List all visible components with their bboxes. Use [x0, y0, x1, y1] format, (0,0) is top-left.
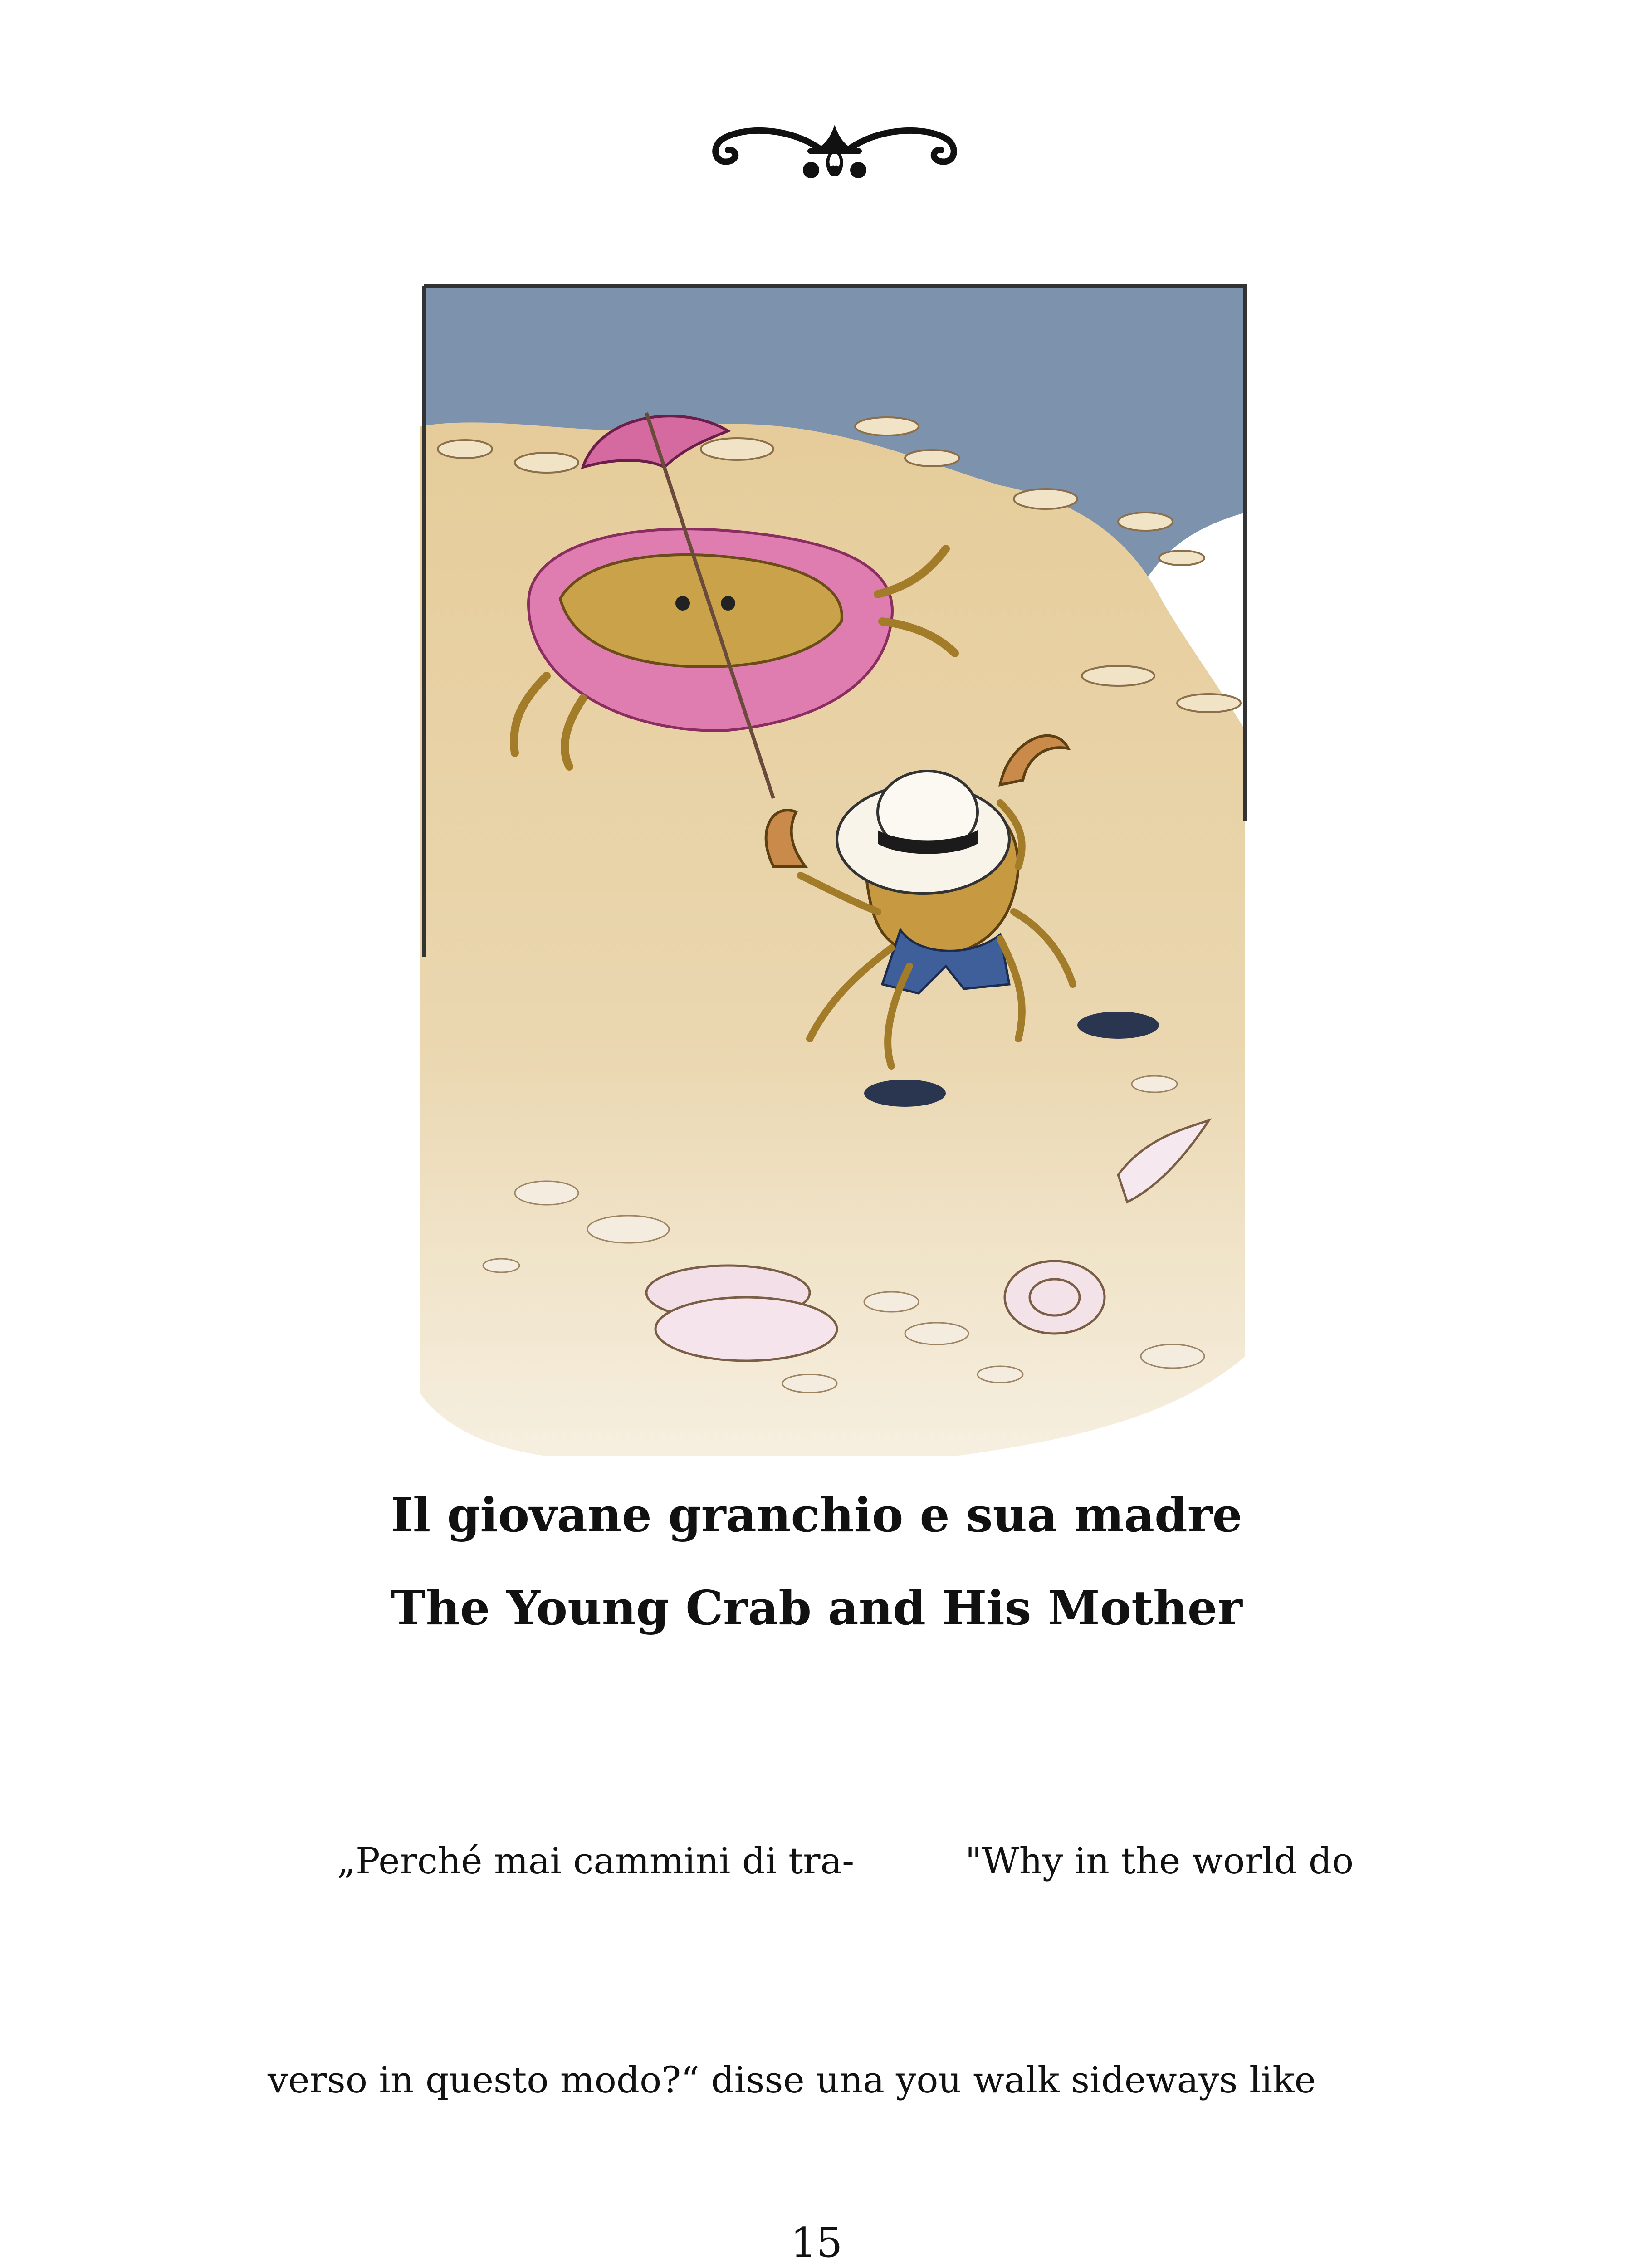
- english-text-column: [896, 1678, 1531, 2268]
- italian-text-column: [268, 1678, 885, 2268]
- italian-line: „Perché mai cammini di tra-: [268, 1840, 855, 1882]
- scroll-flourish-icon: [708, 107, 962, 197]
- english-line: you walk sideways like: [896, 2059, 1316, 2101]
- crab-beach-illustration: [411, 277, 1263, 1474]
- italian-line: verso in questo modo?“ disse una: [268, 2059, 885, 2101]
- floral-flourish-icon: [753, 2259, 925, 2268]
- title-english: The Young Crab and His Mother: [391, 1580, 1242, 1636]
- page-number: 15: [790, 2219, 843, 2267]
- title-italian: Il giovane granchio e sua madre: [391, 1487, 1242, 1543]
- english-line: "Why in the world do: [896, 1840, 1354, 1882]
